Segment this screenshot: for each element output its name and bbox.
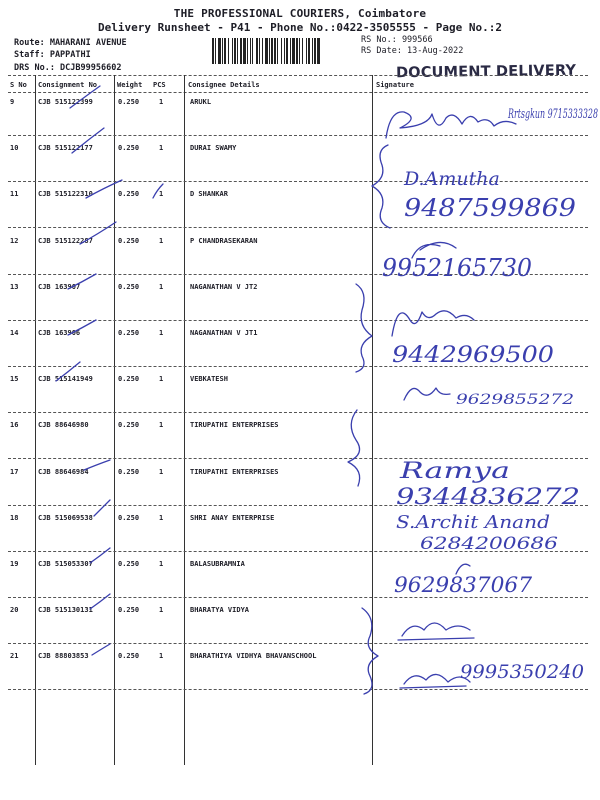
- row-weight: 0.250: [118, 144, 140, 153]
- barcode-bar: [250, 38, 251, 64]
- barcode-bar: [234, 38, 236, 64]
- col-weight-header: Weight: [117, 81, 143, 89]
- barcode-bar: [243, 38, 246, 64]
- barcode-bar: [256, 38, 258, 64]
- document-delivery-stamp: DOCUMENT DELIVERY: [395, 62, 577, 82]
- row-sno: 9: [10, 98, 15, 106]
- row-sno: 19: [10, 560, 19, 568]
- col-sno-header: S No: [10, 81, 27, 89]
- signature-scribble: [400, 674, 470, 688]
- handwritten-name: S.Archit Anand: [396, 512, 550, 533]
- row-sno: 10: [10, 144, 19, 153]
- drs-number: DRS No.: DCJB99956602: [14, 63, 122, 73]
- row-pcs: 1: [159, 513, 164, 522]
- barcode-bar: [314, 38, 316, 64]
- barcode-bar: [308, 38, 310, 64]
- barcode-bar: [265, 38, 268, 64]
- row-consignee: TIRUPATHI ENTERPRISES: [190, 421, 279, 430]
- row-divider: [8, 597, 588, 598]
- barcode-bar: [299, 38, 300, 64]
- row-consignee: DURAI SWAMY: [190, 144, 237, 153]
- row-divider: [8, 412, 588, 413]
- row-consignment-no: CJB 515130131: [38, 606, 93, 615]
- row-consignment-no: CJB 88803853: [38, 652, 89, 661]
- row-divider: [8, 181, 588, 182]
- row-divider: [8, 505, 588, 506]
- handwritten-name: D.Amutha: [404, 168, 500, 190]
- row-sno: 11: [10, 190, 19, 199]
- row-consignment-no: CJB 163906: [38, 329, 81, 337]
- row-pcs: 1: [159, 282, 164, 291]
- row-weight: 0.250: [118, 560, 140, 568]
- signature-scribble: [404, 388, 450, 400]
- row-consignment-no: CJB 515122399: [38, 98, 93, 106]
- row-consignee: BHARATYA VIDYA: [190, 606, 250, 615]
- column-divider: [114, 75, 115, 765]
- row-consignee: SHRI ANAY ENTERPRISE: [190, 513, 275, 522]
- row-weight: 0.250: [118, 98, 140, 106]
- col-consignee-header: Consignee Details: [188, 81, 260, 89]
- row-consignee: D SHANKAR: [190, 190, 228, 199]
- row-pcs: 1: [159, 467, 164, 476]
- row-pcs: 1: [159, 236, 164, 245]
- check-mark: [94, 500, 110, 516]
- handwritten-phone: 9442969500: [392, 343, 554, 368]
- brace-mark: [356, 284, 372, 372]
- row-consignee: NAGANATHAN V JT1: [190, 329, 258, 337]
- row-sno: 12: [10, 236, 19, 245]
- barcode-bar: [306, 38, 307, 64]
- handwritten-name: Ramya: [398, 459, 510, 484]
- row-pcs: 1: [159, 144, 164, 153]
- check-mark: [92, 644, 110, 655]
- row-weight: 0.250: [118, 236, 140, 245]
- row-consignment-no: CJB 163907: [38, 282, 81, 291]
- runsheet-title: Delivery Runsheet - P41 - Phone No.:0422-3505555 - Page No.:2: [98, 21, 502, 34]
- row-consignee: VEBKATESH: [190, 375, 228, 384]
- row-sno: 21: [10, 652, 19, 661]
- barcode-bar: [259, 38, 260, 64]
- handwritten-phone: 9629855272: [456, 392, 575, 408]
- barcode-bar: [277, 38, 278, 64]
- row-consignee: BALASUBRAMNIA: [190, 560, 245, 568]
- row-sno: 18: [10, 513, 19, 522]
- handwritten-phone: 9629837067: [394, 573, 533, 597]
- row-pcs: 1: [159, 375, 164, 384]
- row-pcs: 1: [159, 190, 164, 199]
- header-bottom-rule: [8, 92, 588, 93]
- row-pcs: 1: [159, 606, 164, 615]
- row-sno: 13: [10, 282, 19, 291]
- barcode-bar: [218, 38, 221, 64]
- handwritten-phone: 9344836272: [396, 485, 580, 510]
- signature-scribble: [392, 311, 474, 336]
- row-consignee: NAGANATHAN V JT2: [190, 282, 258, 291]
- barcode-bar: [296, 38, 298, 64]
- row-weight: 0.250: [118, 652, 140, 661]
- barcode-bar: [281, 38, 282, 64]
- barcode-bar: [252, 38, 253, 64]
- barcode-bar: [224, 38, 226, 64]
- barcode-bar: [232, 38, 233, 64]
- barcode-bar: [212, 38, 214, 64]
- rs-number: RS No.: 999566: [361, 35, 433, 45]
- row-weight: 0.250: [118, 375, 140, 384]
- barcode-image: [212, 38, 352, 64]
- route-label: Route: MAHARANI AVENUE: [14, 38, 127, 48]
- signature-scribble: [456, 564, 470, 574]
- row-divider: [8, 227, 588, 228]
- barcode-bar: [262, 38, 263, 64]
- handwritten-phone: 9487599869: [404, 194, 576, 222]
- barcode-bar: [240, 38, 242, 64]
- handwritten-phone: Rrtsgkun 9715333328: [507, 107, 598, 122]
- row-consignment-no: CJB 515122310: [38, 190, 93, 199]
- row-consignment-no: CJB 515053307: [38, 560, 93, 568]
- handwritten-phone: 9952165730: [382, 254, 532, 282]
- barcode-bar: [222, 38, 223, 64]
- staff-label: Staff: PAPPATHI: [14, 50, 91, 60]
- signature-scribble: [398, 623, 474, 640]
- barcode-bar: [312, 38, 313, 64]
- row-weight: 0.250: [118, 513, 140, 522]
- signature-scribble: [412, 242, 456, 258]
- row-divider: [8, 643, 588, 644]
- row-weight: 0.250: [118, 282, 140, 291]
- row-pcs: 1: [159, 98, 164, 106]
- row-consignment-no: CJB 515122287: [38, 236, 93, 245]
- barcode-bar: [274, 38, 276, 64]
- barcode-bar: [290, 38, 291, 64]
- column-divider: [184, 75, 185, 765]
- column-divider: [372, 75, 373, 765]
- barcode-bar: [302, 38, 303, 64]
- row-divider: [8, 689, 588, 690]
- row-divider: [8, 551, 588, 552]
- barcode-bar: [215, 38, 216, 64]
- row-weight: 0.250: [118, 606, 140, 615]
- row-divider: [8, 458, 588, 459]
- row-divider: [8, 135, 588, 136]
- row-pcs: 1: [159, 421, 164, 430]
- row-consignment-no: CJB 515069538: [38, 513, 93, 522]
- barcode-bar: [269, 38, 270, 64]
- row-consignee: BHARATHIYA VIDHYA BHAVANSCHOOL: [190, 652, 317, 661]
- barcode-bar: [286, 38, 288, 64]
- col-signature-header: Signature: [376, 81, 414, 89]
- barcode-bar: [292, 38, 295, 64]
- row-consignment-no: CJB 515141949: [38, 375, 93, 384]
- brace-mark: [348, 410, 360, 486]
- row-divider: [8, 366, 588, 367]
- handwritten-phone: 9995350240: [460, 661, 584, 683]
- row-divider: [8, 320, 588, 321]
- brace-mark: [362, 608, 378, 694]
- row-sno: 17: [10, 467, 19, 476]
- barcode-bar: [284, 38, 285, 64]
- company-title: THE PROFESSIONAL COURIERS, Coimbatore: [173, 7, 427, 20]
- row-pcs: 1: [159, 652, 164, 661]
- row-divider: [8, 274, 588, 275]
- row-consignment-no: CJB 515122177: [38, 144, 93, 153]
- barcode-bar: [247, 38, 248, 64]
- row-pcs: 1: [159, 329, 164, 337]
- row-weight: 0.250: [118, 467, 140, 476]
- barcode-bar: [237, 38, 238, 64]
- col-consignment-header: Consignment No: [38, 81, 98, 89]
- row-sno: 16: [10, 421, 19, 430]
- row-consignee: TIRUPATHI ENTERPRISES: [190, 467, 279, 476]
- row-consignment-no: CJB 88646980: [38, 421, 89, 430]
- row-consignee: P CHANDRASEKARAN: [190, 236, 258, 245]
- row-sno: 14: [10, 329, 19, 337]
- row-sno: 15: [10, 375, 19, 384]
- row-weight: 0.250: [118, 421, 140, 430]
- barcode-bar: [228, 38, 229, 64]
- barcode-bar: [271, 38, 273, 64]
- row-pcs: 1: [159, 560, 164, 568]
- barcode-bar: [317, 38, 320, 64]
- row-sno: 20: [10, 606, 19, 615]
- column-divider: [35, 75, 36, 765]
- brace-mark: [372, 145, 390, 228]
- handwritten-phone: 6284200686: [420, 534, 559, 554]
- row-weight: 0.250: [118, 329, 140, 337]
- row-consignee: ARUKL: [190, 98, 212, 106]
- row-weight: 0.250: [118, 190, 140, 199]
- rs-date: RS Date: 13-Aug-2022: [361, 46, 464, 56]
- row-consignment-no: CJB 88646984: [38, 467, 89, 476]
- header-top-rule: [8, 75, 588, 76]
- col-pcs-header: PCS: [153, 81, 166, 89]
